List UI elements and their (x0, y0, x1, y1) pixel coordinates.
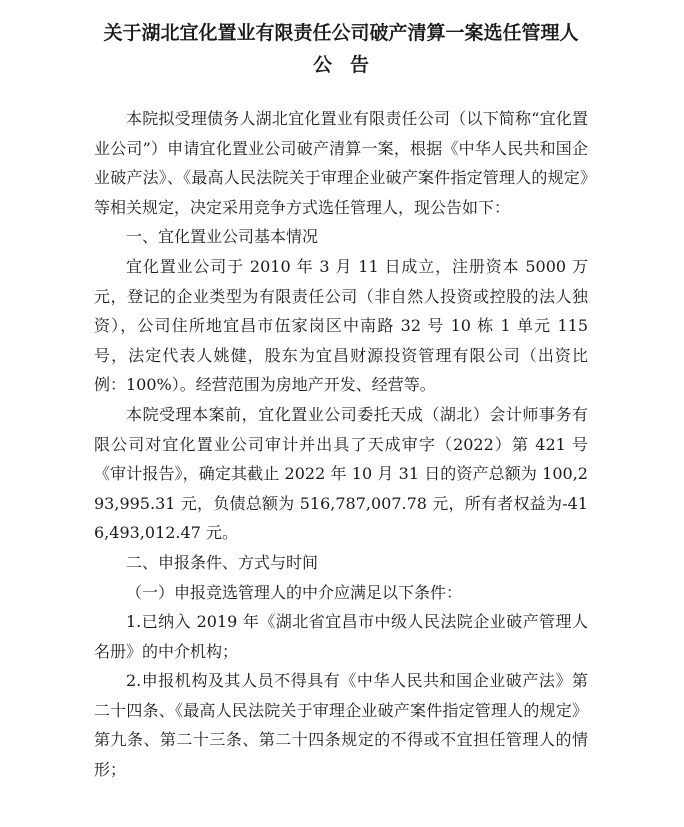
section-heading-application: 二、申报条件、方式与时间 (126, 552, 319, 572)
subsection-heading-conditions: （一）申报竞选管理人的中介应满足以下条件： (126, 582, 463, 602)
audit-paragraph: 本院受理本案前，宜化置业公司委托天成（湖北）会计师事务有限公司对宜化置业公司审计并出具了天成审字（2022）第 421 号《审计报告》，确定其截止 2022 年 10 月 31 日的资产总额为 100,293,995.31 元，负债总额为 516,787,007.78 元，所有者权益为-416,493,012.47 元。 (94, 404, 588, 543)
document-body (94, 104, 588, 785)
section-heading-basic-info: 一、宜化置业公司基本情况 (126, 227, 319, 247)
company-info-paragraph: 宜化置业公司于 2010 年 3 月 11 日成立，注册资本 5000 万元，登记的企业类型为有限责任公司（非自然人投资或控股的法人独资），公司住所地宜昌市伍家岗区中南路 32 号 10 栋 1 单元 115 号，法定代表人姚健，股东为宜昌财源投资管理有限公司（出资比例：100%）。经营范围为房地产开发、经营等。 (94, 256, 588, 395)
condition-item-1: 1.已纳入 2019 年《湖北省宜昌市中级人民法院企业破产管理人名册》的中介机构； (94, 612, 588, 661)
condition-item-2: 2.申报机构及其人员不得具有《中华人民共和国企业破产法》第二十四条、《最高人民法院关于审理企业破产案件指定管理人的规定》第九条、第二十三条、第二十四条规定的不得或不宜担任管理人的情形； (94, 671, 588, 780)
document-subtitle: 公告 (312, 54, 387, 76)
document-title: 关于湖北宜化置业有限责任公司破产清算一案选任管理人 (103, 22, 579, 44)
intro-paragraph: 本院拟受理债务人湖北宜化置业有限责任公司（以下简称“宜化置业公司”）申请宜化置业公司破产清算一案，根据《中华人民共和国企业破产法》、《最高人民法院关于审理企业破产案件指定管理人的规定》等相关规定，决定采用竞争方式选任管理人，现公告如下： (94, 109, 588, 217)
